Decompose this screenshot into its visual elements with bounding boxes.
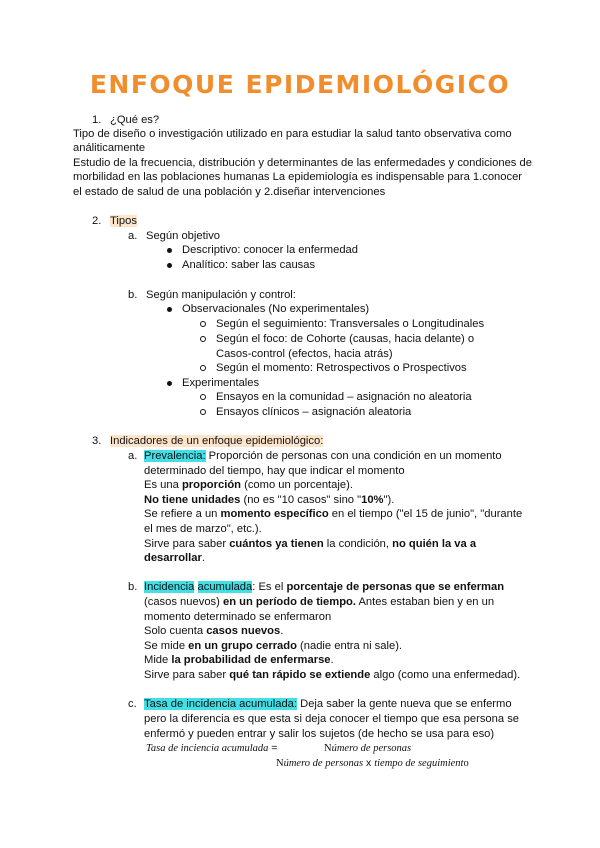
tasa-line: enfermó y pueden entrar y salir los sujetos (de hecho se usa para eso) [144,728,495,740]
tipos-manipulacion-label: Según manipulación y control: [146,289,296,301]
bullet-icon [167,307,172,312]
incidencia-line: Incidencia acumulada: Es el porcentaje de personas que se enferman [144,581,505,593]
list-item: Según el momento: Retrospectivos o Prospectivos [216,362,467,374]
section-1-paragraph-line: análiticamente [73,142,146,154]
list-marker: c. [128,698,137,710]
list-item: Analítico: saber las causas [182,259,316,271]
formula-numerator: Número de personas [324,743,412,754]
list-marker: a. [128,230,138,242]
list-item: Observacionales (No experimentales) [182,303,370,315]
list-marker: b. [128,289,138,301]
list-item: Ensayos clínicos – asignación aleatoria [216,406,412,418]
incidencia-line: Mide la probabilidad de enfermarse. [144,654,334,666]
prevalencia-line: el mes de marzo", etc.). [144,523,262,535]
prevalencia-line: Se refiere a un momento específico en el tiempo ("el 15 de junio", "durante [144,508,523,520]
section-2-heading [110,214,137,228]
tasa-line: pero la diferencia es que esta si deja conocer el tiempo que esa persona se [144,713,520,725]
incidencia-line: (casos nuevos) en un período de tiempo. Antes estaban bien y en un [144,596,495,608]
section-1-heading: ¿Qué es? [110,114,160,126]
section-1-number: 1. [92,114,102,126]
prevalencia-line: desarrollar. [144,552,205,564]
list-item: Experimentales [182,377,260,389]
section-1-paragraph-line: Tipo de diseño o investigación utilizado en para estudiar la salud tanto observativa como [73,128,512,140]
incidencia-term: Incidencia [144,581,195,593]
bullet-icon [167,248,172,253]
list-item-continuation: Casos-control (efectos, hacia atrás) [216,348,393,360]
prevalencia-line: Sirve para saber cuántos ya tienen la condición, no quién la va a [144,538,477,550]
hollow-bullet-icon [200,394,206,400]
section-1-paragraph-line: el estado de salud de una población y 2.diseñar intervenciones [73,186,386,198]
hollow-bullet-icon [200,409,206,415]
incidencia-line: Sirve para saber qué tan rápido se extiende algo (como una enfermedad). [144,669,521,681]
section-3-heading [110,434,323,448]
hollow-bullet-icon [200,365,206,371]
prevalencia-line: No tiene unidades (no es "10 casos" sino "10%"). [144,494,395,506]
bullet-icon [167,381,172,386]
list-item: Según el seguimiento: Transversales o Longitudinales [216,318,485,330]
section-3-number: 3. [92,435,102,447]
acumulada-term: acumulada [197,581,253,593]
list-marker: a. [128,450,138,462]
section-1-paragraph-line: morbilidad en las poblaciones humanas La epidemiología es indispensable para 1.conocer [73,171,523,183]
list-marker: b. [128,581,138,593]
tasa-line: Tasa de incidencia acumulada: Deja saber la gente nueva que se enfermo [144,698,512,710]
hollow-bullet-icon [200,321,206,327]
section-1-paragraph-line: Estudio de la frecuencia, distribución y determinantes de las enfermedades y condiciones de [73,157,532,169]
list-item: Descriptivo: conocer la enfermedad [182,244,358,256]
bullet-icon [167,263,172,268]
prevalencia-line: Prevalencia: Proporción de personas con una condición en un momento [144,450,502,462]
prevalencia-term: Prevalencia: [144,450,206,462]
incidencia-line: Solo cuenta casos nuevos. [144,625,284,637]
tipos-objetivo-label: Según objetivo [146,230,221,242]
incidencia-line: momento determinado se enfermaron [144,611,332,623]
list-item: Ensayos en la comunidad – asignación no aleatoria [216,391,472,403]
prevalencia-line: determinado del tiempo, hay que indicar el momento [144,465,405,477]
formula-denominator: Número de personas x tiempo de seguimiento [276,757,469,769]
section-2-number: 2. [92,215,102,227]
page-title: ENFOQUE EPIDEMIOLÓGICO [89,70,511,99]
section-2-heading-text: Tipos [110,215,137,227]
formula-label: Tasa de inciencia acumulada = [146,742,278,754]
section-3-heading-text: Indicadores de un enfoque epidemiológico: [110,435,324,447]
tasa-term: Tasa de incidencia acumulada: [144,698,297,710]
list-item: Según el foco: de Cohorte (causas, hacia delante) o [216,333,475,345]
hollow-bullet-icon [200,336,206,342]
prevalencia-line: Es una proporción (como un porcentaje). [144,479,353,491]
incidencia-line: Se mide en un grupo cerrado (nadie entra ni sale). [144,640,403,652]
